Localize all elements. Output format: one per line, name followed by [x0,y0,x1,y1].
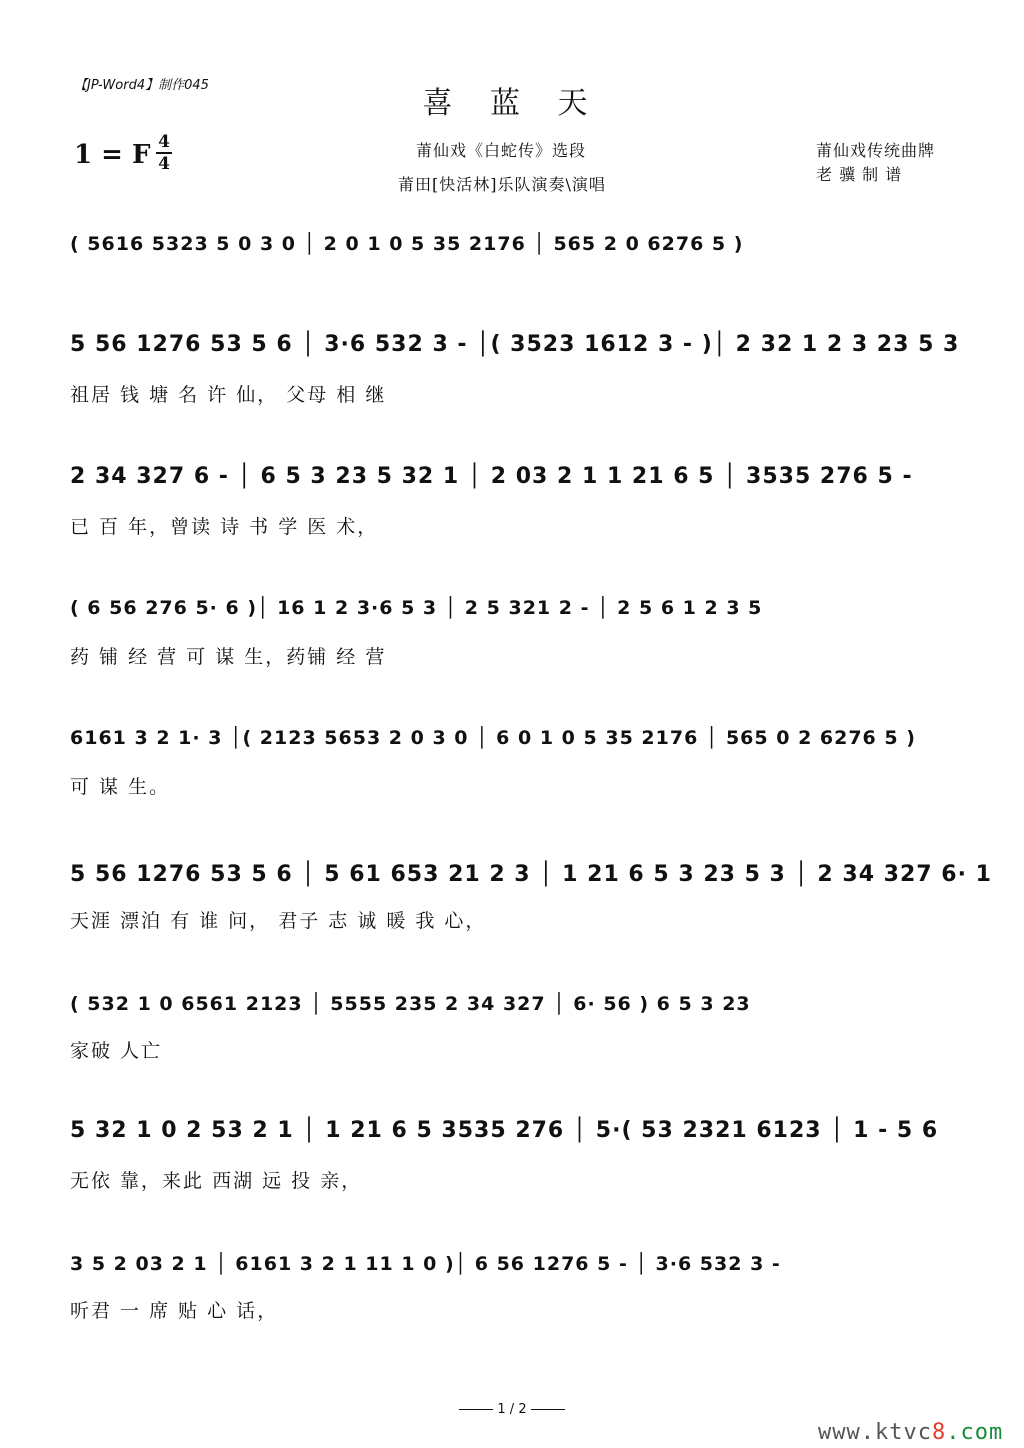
notation-line: 2 34 327 6 - │ 6 5 3 23 5 32 1 │ 2 03 2 1 1 21 6 5 │ 3535 276 5 - [70,464,913,489]
notation-line: ( 532 1 0 6561 2123 │ 5555 235 2 34 327 │ 6· 56 ) 6 5 3 23 [70,993,751,1015]
score-row-4 [70,594,954,668]
lyric-line: 已 百 年，曾读 诗 书 学 医 术， [70,516,379,538]
score-row-9 [70,1250,954,1322]
score-row-2 [70,332,960,406]
time-signature-bottom: 4 [158,154,170,174]
notation-line: 5 32 1 0 2 53 2 1 │ 1 21 6 5 3535 276 │ 5·( 53 2321 6123 │ 1 - 5 6 [70,1118,939,1143]
key-signature: 1 = F [74,140,151,170]
score-row-6 [70,862,992,932]
site-text-b: 8 [931,1420,947,1445]
site-watermark [818,1420,1003,1445]
lyric-line: 天涯 漂泊 有 谁 问， 君子 志 诚 暖 我 心， [70,910,487,932]
score-row-3 [70,464,954,538]
source-label: 莆仙戏传统曲牌 [816,141,936,160]
score-row-5 [70,724,954,798]
lyric-line: 无依 靠，来此 西湖 远 投 亲， [70,1170,363,1192]
page-number-text: 1 / 2 [497,1402,527,1417]
lyric-line: 祖居 钱 塘 名 许 仙， 父母 相 继 [70,384,387,406]
lyric-line: 家破 人亡 [70,1040,163,1062]
notation-line: 3 5 2 03 2 1 │ 6161 3 2 1 11 1 0 )│ 6 56 1276 5 - │ 3·6 532 3 - [70,1253,781,1275]
notation-line: 5 56 1276 53 5 6 │ 3·6 532 3 - │( 3523 1612 3 - )│ 2 32 1 2 3 23 5 3 [70,332,960,357]
subtitle-opera: 莆仙戏《白蛇传》选段 [416,141,587,160]
lyric-line: 听君 一 席 贴 心 话， [70,1300,279,1322]
score-row-1 [70,230,954,290]
lyric-line: 可 谋 生。 [70,776,171,798]
site-text-c: .com [946,1420,1004,1445]
notation-line: 5 56 1276 53 5 6 │ 5 61 653 21 2 3 │ 1 21 6 5 3 23 5 3 │ 2 34 327 6· 1 [70,862,992,887]
score-row-8 [70,1118,954,1192]
time-signature-top: 4 [158,132,170,152]
lyric-line: 药 铺 经 营 可 谋 生，药铺 经 营 [70,646,387,668]
notation-line: ( 6 56 276 5· 6 )│ 16 1 2 3·6 5 3 │ 2 5 321 2 - │ 2 5 6 1 2 3 5 [70,597,763,619]
maker-credit: 【JP-Word4】制作045 [74,78,209,93]
time-signature [156,133,172,173]
notation-line: ( 5616 5323 5 0 3 0 │ 2 0 1 0 5 35 2176 │ 565 2 0 6276 5 ) [70,233,744,255]
arranger-label: 老 骥 制 谱 [816,165,903,184]
page-number [0,1402,1024,1417]
notation-line: 6161 3 2 1· 3 │( 2123 5653 2 0 3 0 │ 6 0 1 0 5 35 2176 │ 565 0 2 6276 5 ) [70,727,916,749]
song-title: 喜 蓝 天 [422,86,602,121]
score-row-7 [70,990,954,1062]
site-text-a: www.ktvc [818,1420,932,1445]
subtitle-performer: 莆田[快活林]乐队演奏\演唱 [398,175,606,194]
